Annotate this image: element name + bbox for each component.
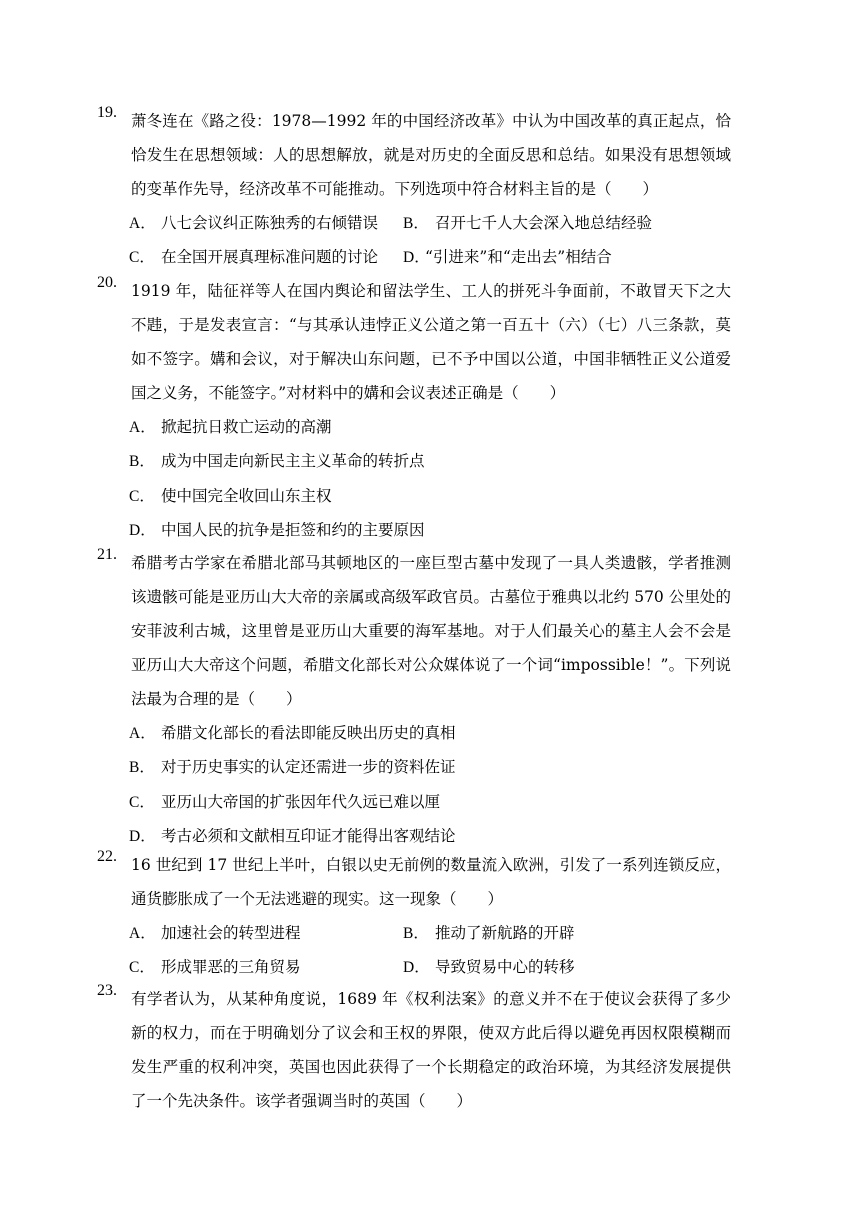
option-letter: B． [129, 759, 155, 777]
question-stem-line: 如不签字。媾和会议，对于解决山东问题，已不予中国以公道，中国非牺牲正义公道爱 [131, 350, 731, 368]
question-number: 19. [97, 104, 117, 121]
options-row [131, 240, 731, 274]
option-text: 召开七千人大会深入地总结经验 [435, 214, 653, 232]
question-21 [97, 546, 731, 853]
option-b [131, 750, 731, 784]
option-text: 成为中国走向新民主主义革命的转折点 [161, 452, 425, 471]
option-letter: A． [129, 725, 156, 742]
option-text: 形成罪恶的三角贸易 [161, 958, 301, 977]
option-letter: A． [129, 419, 156, 436]
option-text: 推动了新航路的开辟 [435, 924, 575, 942]
option-letter: A． [129, 925, 156, 942]
option-text: 对于历史事实的认定还需进一步的资料佐证 [161, 758, 456, 777]
option-c [131, 479, 731, 513]
question-stem-line: 1919 年，陆征祥等人在国内舆论和留法学生、工人的拼死斗争面前，不敢冒天下之大 [131, 282, 731, 300]
option-c [129, 950, 301, 985]
option-text: 导致贸易中心的转移 [435, 958, 575, 977]
option-text: 考古必须和文献相互印证才能得出客观结论 [161, 826, 456, 845]
question-stem-line: 国之义务，不能签字。”对材料中的媾和会议表述正确是（ ） [131, 384, 566, 402]
options-row [131, 206, 731, 240]
option-d [403, 950, 575, 985]
question-stem-line: 安菲波利古城，这里曾是亚历山大重要的海军基地。对于人们最关心的墓主人会不会是 [131, 622, 731, 640]
option-letter: C． [129, 487, 155, 505]
option-text: 亚历山大帝国的扩张因年代久远已难以厘 [161, 792, 441, 811]
option-text: “引进来”和“走出去”相结合 [425, 248, 612, 267]
question-23 [97, 982, 731, 1118]
option-b [403, 916, 575, 951]
question-number: 22. [97, 848, 117, 865]
option-a [129, 206, 378, 241]
option-d [403, 240, 612, 275]
option-c [131, 785, 731, 819]
question-stem-line: 萧冬连在《路之役：1978—1992 年的中国经济改革》中认为中国改革的真正起点，恰 [131, 112, 731, 130]
option-text: 在全国开展真理标准问题的讨论 [161, 248, 379, 267]
option-letter: B． [403, 215, 429, 232]
option-a [131, 410, 731, 444]
option-text: 希腊文化部长的看法即能反映出历史的真相 [161, 724, 456, 742]
option-a [131, 716, 731, 750]
question-stem-line: 希腊考古学家在希腊北部马其顿地区的一座巨型古墓中发现了一具人类遗骸，学者推测 [131, 554, 731, 572]
question-number: 21. [97, 546, 117, 563]
question-stem-line: 不韪，于是发表宣言：“与其承认违悖正义公道之第一百五十（六）（七）八三条款，莫 [131, 316, 731, 334]
question-stem-line: 了一个先决条件。该学者强调当时的英国（ ） [131, 1092, 473, 1110]
option-a [129, 916, 301, 951]
question-stem-line: 新的权力，而在于明确划分了议会和王权的界限，使双方此后得以避免再因权限模糊而 [131, 1024, 731, 1042]
question-20 [97, 274, 731, 547]
option-letter: D． [403, 249, 430, 267]
question-stem-line: 有学者认为，从某种角度说，1689 年《权利法案》的意义并不在于使议会获得了多少 [131, 990, 731, 1008]
option-letter: C． [129, 249, 155, 267]
question-stem-line: 亚历山大大帝这个问题，希腊文化部长对公众媒体说了一个词“impossible！”。下列说 [131, 656, 731, 674]
option-letter: B． [129, 453, 155, 471]
question-stem-line: 16 世纪到 17 世纪上半叶，白银以史无前例的数量流入欧洲，引发了一系列连锁反应， [131, 856, 731, 874]
option-text: 加速社会的转型进程 [161, 924, 301, 942]
question-19 [97, 104, 731, 275]
option-letter: A． [129, 215, 156, 232]
option-text: 八七会议纠正陈独秀的右倾错误 [161, 214, 379, 232]
option-letter: D． [403, 959, 430, 977]
options-row [131, 950, 731, 984]
question-stem-line: 恰发生在思想领域：人的思想解放，就是对历史的全面反思和总结。如果没有思想领域 [131, 146, 731, 164]
options-row [131, 916, 731, 950]
question-22 [97, 848, 731, 985]
option-text: 掀起抗日救亡运动的高潮 [161, 418, 332, 436]
option-letter: C． [129, 959, 155, 977]
option-b [403, 206, 652, 241]
question-stem-line: 发生严重的权利冲突，英国也因此获得了一个长期稳定的政治环境，为其经济发展提供 [131, 1058, 731, 1076]
question-stem-line: 该遗骸可能是亚历山大大帝的亲属或高级军政官员。古墓位于雅典以北约 570 公里处的 [131, 588, 731, 606]
option-text: 中国人民的抗争是拒签和约的主要原因 [161, 520, 425, 539]
option-d [131, 513, 731, 547]
option-text: 使中国完全收回山东主权 [161, 486, 332, 505]
question-number: 20. [97, 274, 117, 291]
question-stem-line: 通货膨胀成了一个无法逃避的现实。这一现象（ ） [131, 890, 504, 908]
question-stem-line: 的变革作先导，经济改革不可能推动。下列选项中符合材料主旨的是（ ） [131, 180, 659, 198]
question-number: 23. [97, 982, 117, 999]
option-letter: D． [129, 521, 156, 539]
option-letter: D． [129, 827, 156, 845]
option-letter: B． [403, 925, 429, 942]
option-b [131, 444, 731, 478]
question-stem-line: 法最为合理的是（ ） [131, 690, 302, 708]
option-c [129, 240, 378, 275]
option-letter: C． [129, 793, 155, 811]
